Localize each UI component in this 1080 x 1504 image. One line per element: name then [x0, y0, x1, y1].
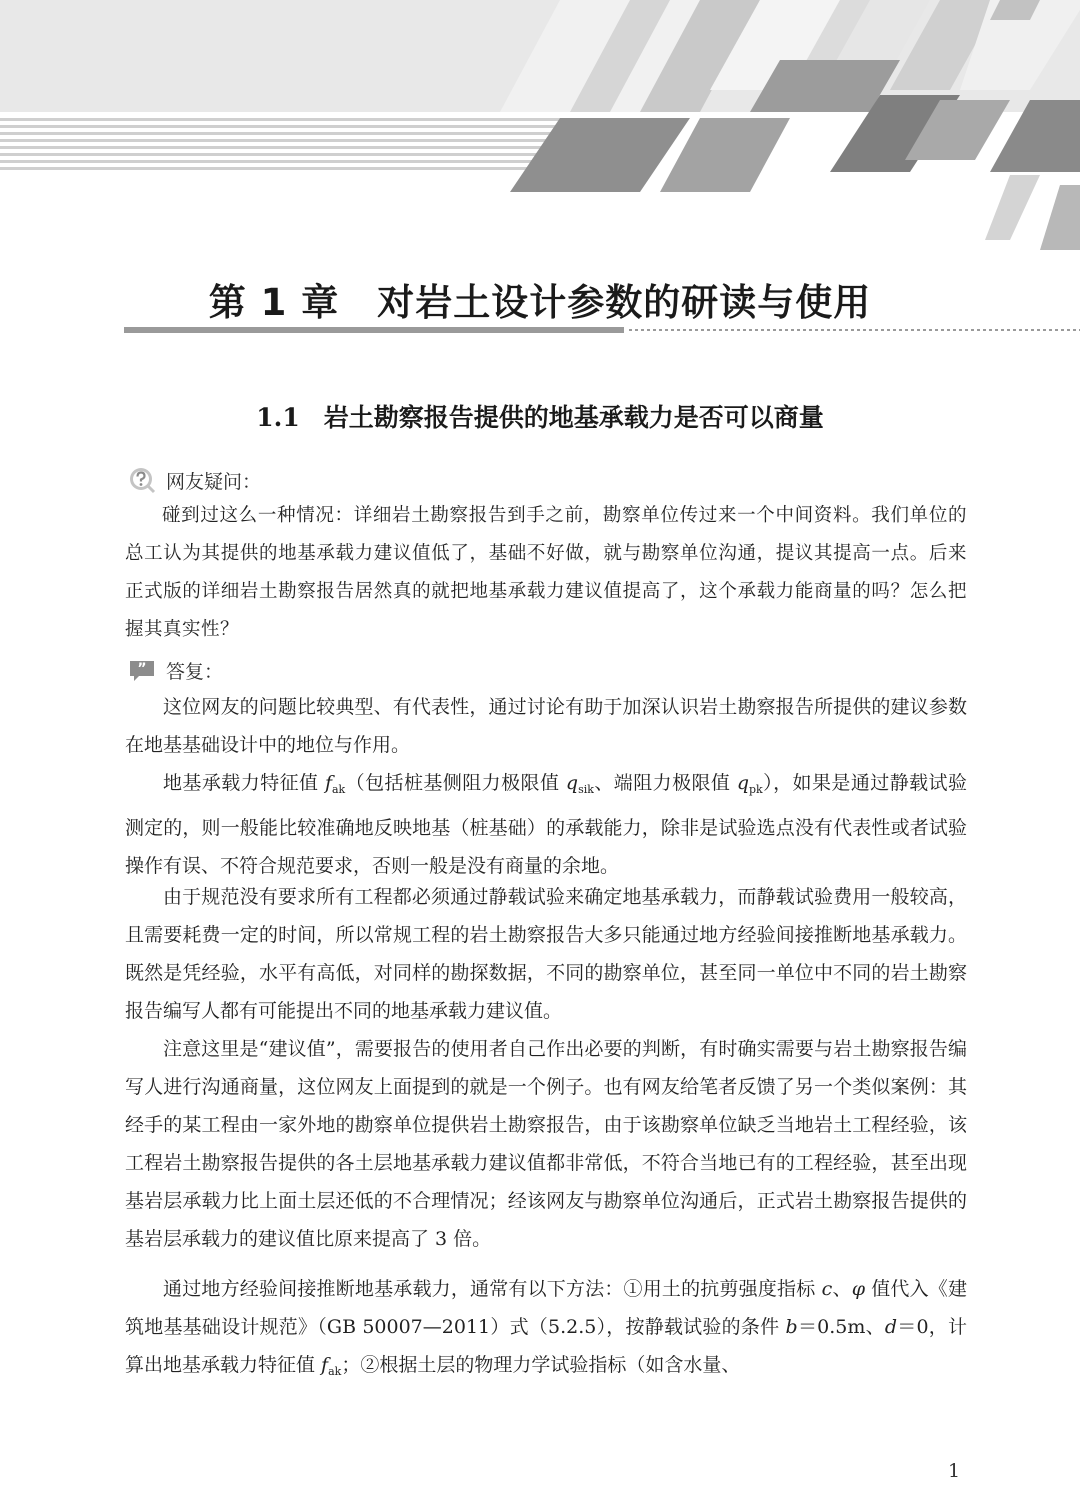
symbol-q: q — [565, 772, 579, 794]
answer-label-text: 答复： — [166, 661, 224, 683]
chapter-header-graphic — [0, 0, 1080, 250]
section-title — [0, 398, 1080, 434]
text-run: 值代入《建筑地基基础设计规范》（GB 50007—2011）式（5.2.5），按静载试验的条件 — [125, 1278, 967, 1338]
text-run: （包括桩基侧阻力极限值 — [345, 772, 566, 794]
subscript-ak: ak — [328, 1365, 342, 1378]
answer-paragraph-4: 注意这里是“建议值”，需要报告的使用者自己作出必要的判断，有时确实需要与岩土勘察报告编写人进行沟通商量，这位网友上面提到的就是一个例子。也有网友给笔者反馈了另一个类似案例：其经手的某工程由一家外地的勘察单位提供岩土勘察报告，由于该勘察单位缺乏当地岩土工程经验，该工程岩土勘察报告提供的各土层地基承载力建议值都非常低，不符合当地已有的工程经验，甚至出现基岩层承载力比上面土层还低的不合理情况；经该网友与勘察单位沟通后，正式岩土勘察报告提供的基岩层承载力的建议值比原来提高了 3 倍。 — [125, 1038, 967, 1250]
question-label — [128, 466, 261, 494]
text-run: ＝0，计算出地基承载力特征值 — [125, 1316, 967, 1376]
answer-paragraph-1: 这位网友的问题比较典型、有代表性，通过讨论有助于加深认识岩土勘察报告所提供的建议参数在地基基础设计中的地位与作用。 — [125, 696, 967, 756]
question-mark-icon — [128, 466, 156, 494]
symbol-b: b — [785, 1316, 798, 1338]
answer-paragraph-2 — [125, 764, 967, 885]
text-run: 、端阻力极限值 — [593, 772, 737, 794]
text-run: 地基承载力特征值 — [163, 772, 325, 794]
page-number: 1 — [948, 1460, 961, 1482]
answer-paragraph-3: 由于规范没有要求所有工程都必须通过静载试验来确定地基承载力，而静载试验费用一般较高，且需要耗费一定的时间，所以常规工程的岩土勘察报告大多只能通过地方经验间接推断地基承载力。既然是凭经验，水平有高低，对同样的勘探数据，不同的勘察单位，甚至同一单位中不同的岩土勘察报告编写人都有可能提出不同的地基承载力建议值。 — [125, 886, 967, 1022]
text-run: ；②根据土层的物理力学试验指标（如含水量、 — [341, 1354, 741, 1376]
chapter-title-text: 对岩土设计参数的研读与使用 — [377, 281, 872, 324]
question-text: 碰到过这么一种情况：详细岩土勘察报告到手之前，勘察单位传过来一个中间资料。我们单位的总工认为其提供的地基承载力建议值低了，基础不好做，就与勘察单位沟通，提议其提高一点。后来正式版的详细岩土勘察报告居然真的就把地基承载力建议值提高了，这个承载力能商量的吗？怎么把握其真实性？ — [125, 505, 967, 640]
symbol-f: f — [321, 1354, 329, 1376]
answer-paragraph-5 — [125, 1270, 967, 1391]
symbol-phi: φ — [851, 1278, 866, 1300]
section-number: 1.1 — [256, 403, 300, 432]
subscript-pk: pk — [749, 783, 763, 796]
quote-speech-icon — [128, 658, 156, 684]
text-run: 通过地方经验间接推断地基承载力，通常有以下方法：①用土的抗剪强度指标 — [163, 1278, 822, 1300]
chapter-title-rule — [124, 327, 1080, 333]
text-run: ），如果是通过静载试验测定的，则一般能比较准确地反映地基（桩基础）的承载能力，除非是试验选点没有代表性或者试验操作有误、不符合规范要求，否则一般是没有商量的余地。 — [125, 772, 967, 877]
svg-text:”: ” — [137, 660, 147, 677]
text-run: 、 — [832, 1278, 852, 1300]
subscript-ak: ak — [331, 783, 346, 796]
text-run: ＝0.5m、 — [797, 1316, 885, 1338]
question-label-text: 网友疑问： — [166, 470, 262, 493]
subscript-sik: sik — [578, 783, 594, 796]
symbol-q: q — [736, 772, 750, 794]
chapter-number: 第 1 章 — [208, 281, 340, 324]
symbol-d: d — [884, 1316, 898, 1338]
symbol-f: f — [324, 772, 332, 794]
answer-label — [128, 657, 223, 684]
chapter-title — [0, 272, 1080, 326]
section-title-text: 岩土勘察报告提供的地基承载力是否可以商量 — [323, 403, 824, 432]
symbol-c: c — [821, 1278, 833, 1300]
